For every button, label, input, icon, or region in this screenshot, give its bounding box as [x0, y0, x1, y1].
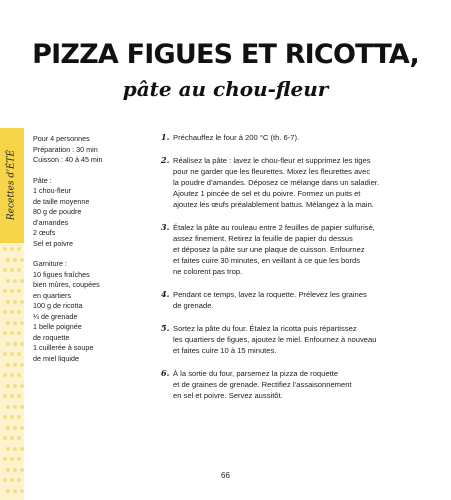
decorative-dot [6, 447, 10, 451]
decorative-dot [13, 447, 17, 451]
decorative-dot [10, 436, 14, 440]
decorative-side-strip [0, 243, 24, 500]
ingredients-panel [33, 134, 151, 364]
decorative-dot [10, 394, 14, 398]
recipe-step [161, 155, 436, 210]
step-text-line: la poudre d’amandes. Déposez ce mélange dans un saladier. [173, 178, 380, 187]
serving-line: Pour 4 personnes [33, 134, 90, 143]
decorative-dot [17, 289, 21, 293]
decorative-dot [13, 342, 17, 346]
decorative-dot [13, 426, 17, 430]
dough-heading: Pâte : [33, 175, 52, 185]
decorative-dot [17, 394, 21, 398]
step-text-line: de grenade. [173, 301, 214, 310]
serving-info [33, 134, 151, 166]
decorative-dot [3, 352, 7, 356]
step-text-line: Réalisez la pâte : lavez le chou-fleur et supprimez les tiges [173, 156, 371, 165]
decorative-dot [17, 268, 21, 272]
decorative-dot [17, 331, 21, 335]
ingredient-line: d’amandes [33, 217, 69, 227]
decorative-dot [10, 352, 14, 356]
ingredient-line: 100 g de ricotta [33, 301, 83, 310]
step-text-line: et faites cuire 30 minutes, en veillant à ce que les bords [173, 256, 360, 265]
decorative-dot [6, 489, 10, 493]
decorative-dot [13, 405, 17, 409]
ingredient-line: en quartiers [33, 290, 71, 300]
ingredient-line: 1 chou-fleur [33, 186, 71, 195]
decorative-dot [3, 415, 7, 419]
decorative-dot [17, 310, 21, 314]
recipe-step [161, 132, 436, 143]
step-text-line: Préchauffez le four à 200 °C (th. 6-7). [173, 133, 300, 142]
step-number: 6. [161, 368, 170, 378]
decorative-dot [6, 279, 10, 283]
decorative-dot [10, 247, 14, 251]
serving-line: Cuisson : 40 à 45 min [33, 155, 103, 164]
decorative-dot [17, 457, 21, 461]
decorative-dot [13, 489, 17, 493]
garnish-ingredients [33, 259, 151, 364]
step-text-line: et faites cuire 10 à 15 minutes. [173, 346, 277, 355]
decorative-dot [20, 363, 24, 367]
step-text-line: et de graines de grenade. Rectifiez l’assaisonnement [173, 380, 352, 389]
decorative-dot [10, 289, 14, 293]
page-number: 66 [221, 471, 230, 480]
ingredient-line: de roquette [33, 332, 70, 342]
step-text-line: Pendant ce temps, lavez la roquette. Prélevez les graines [173, 290, 367, 299]
ingredient-line: de taille moyenne [33, 196, 90, 206]
step-text-line: Étalez la pâte au rouleau entre 2 feuilles de papier sulfurisé, [173, 223, 375, 232]
decorative-dot [13, 363, 17, 367]
decorative-dot [6, 300, 10, 304]
decorative-dot [20, 321, 24, 325]
decorative-dot [20, 426, 24, 430]
step-text-line: ajoutez les œufs préalablement battus. Mélangez à la main. [173, 200, 374, 209]
ingredient-line: 10 figues fraîches [33, 269, 90, 279]
decorative-dot [20, 447, 24, 451]
decorative-dot [3, 394, 7, 398]
decorative-dot [10, 310, 14, 314]
chapter-tab-label: Recettes d’ÉTÉ [6, 149, 17, 221]
recipe-steps [161, 132, 436, 413]
decorative-dot [13, 258, 17, 262]
step-text-line: pour ne garder que les fleurettes. Mixez les fleurettes avec [173, 167, 371, 176]
decorative-dot [10, 457, 14, 461]
step-text-line: À la sortie du four, parsemez la pizza de roquette [173, 369, 339, 378]
decorative-dot [20, 342, 24, 346]
decorative-dot [3, 310, 7, 314]
decorative-dot [3, 436, 7, 440]
step-number: 4. [161, 289, 170, 299]
decorative-dot [13, 300, 17, 304]
chapter-tab [0, 128, 24, 243]
decorative-dot [13, 321, 17, 325]
decorative-dot [10, 331, 14, 335]
decorative-dot [6, 405, 10, 409]
step-text-line: en sel et poivre. Servez aussitôt. [173, 391, 283, 400]
ingredient-line: de miel liquide [33, 353, 79, 363]
decorative-dot [20, 405, 24, 409]
decorative-dot [13, 279, 17, 283]
step-text-line: assez finement. Retirez la feuille de papier du dessus [173, 234, 353, 243]
decorative-dot [13, 384, 17, 388]
decorative-dot [17, 352, 21, 356]
decorative-dot [20, 300, 24, 304]
ingredient-line: 1 cuillerée à soupe [33, 343, 94, 352]
recipe-title: PIZZA FIGUES ET RICOTTA, [32, 39, 419, 70]
ingredient-line: ¼ de grenade [33, 311, 78, 321]
step-text-line: Ajoutez 1 pincée de sel et du poivre. Formez un puits et [173, 189, 361, 198]
decorative-dot [17, 247, 21, 251]
decorative-dot [3, 331, 7, 335]
decorative-dot [6, 363, 10, 367]
decorative-dot [6, 426, 10, 430]
ingredient-line: 1 belle poignée [33, 322, 82, 331]
ingredient-line: 2 œufs [33, 228, 56, 237]
decorative-dot [3, 373, 7, 377]
decorative-dot [20, 489, 24, 493]
decorative-dot [3, 268, 7, 272]
ingredient-line: 80 g de poudre [33, 207, 82, 216]
decorative-dot [3, 289, 7, 293]
step-number: 2. [161, 155, 170, 165]
ingredient-line: Sel et poivre [33, 238, 73, 248]
decorative-dot [6, 321, 10, 325]
decorative-dot [10, 268, 14, 272]
step-number: 3. [161, 222, 170, 232]
garnish-heading: Garniture : [33, 259, 67, 268]
recipe-subtitle: pâte au chou-fleur [122, 77, 329, 101]
decorative-dot [10, 415, 14, 419]
recipe-step [161, 222, 436, 277]
decorative-dot [6, 258, 10, 262]
recipe-step [161, 289, 436, 311]
recipe-step [161, 368, 436, 401]
serving-line: Préparation : 30 min [33, 144, 98, 154]
decorative-dot [17, 415, 21, 419]
step-text-line: Sortez la pâte du four. Étalez la ricotta puis répartissez [173, 324, 357, 333]
decorative-dot [10, 373, 14, 377]
decorative-dot [20, 258, 24, 262]
step-text-line: et déposez la pâte sur une plaque de cuisson. Enfournez [173, 245, 365, 254]
decorative-dot [6, 384, 10, 388]
decorative-dot [3, 457, 7, 461]
dough-ingredients [33, 176, 151, 250]
decorative-dot [20, 384, 24, 388]
step-text-line: ne colorent pas trop. [173, 267, 243, 276]
decorative-dot [6, 342, 10, 346]
ingredient-line: bien mûres, coupées [33, 280, 100, 289]
recipe-step [161, 323, 436, 356]
decorative-dot [20, 279, 24, 283]
step-number: 1. [161, 132, 170, 142]
decorative-dot [3, 247, 7, 251]
step-text-line: les quartiers de figues, ajoutez le miel. Enfournez à nouveau [173, 335, 377, 344]
decorative-dot [17, 436, 21, 440]
step-number: 5. [161, 323, 170, 333]
decorative-dot [17, 373, 21, 377]
